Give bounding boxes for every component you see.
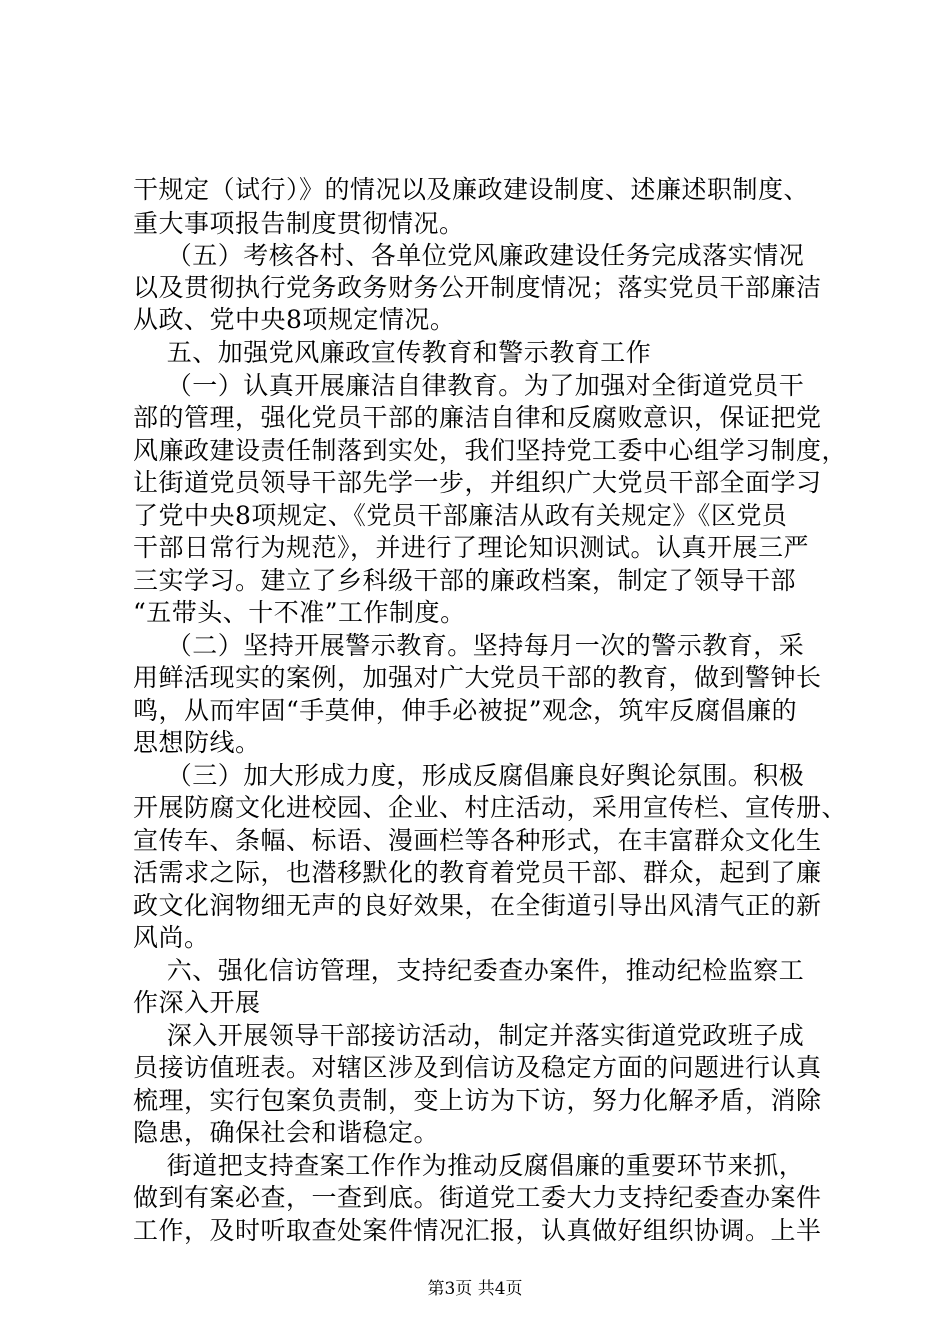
text-line: 用鲜活现实的案例，加强对广大党员干部的教育，做到警钟长 [133, 663, 822, 692]
text-line: 政文化润物细无声的良好效果，在全街道引导出风清气正的新 [133, 891, 822, 920]
text-line: “五带头、十不准”工作制度。 [133, 598, 466, 627]
text-line: 宣传车、条幅、标语、漫画栏等各种形式，在丰富群众文化生 [133, 826, 822, 855]
text-line: 员接访值班表。对辖区涉及到信访及稳定方面的问题进行认真 [133, 1053, 822, 1082]
text-line: 干部日常行为规范》，并进行了理论知识测试。认真开展三严 [133, 533, 810, 562]
text-line: 风廉政建设责任制落到实处，我们坚持党工委中心组学习制度， [133, 436, 848, 465]
text-line: 活需求之际，也潜移默化的教育着党员干部、群众，起到了廉 [133, 858, 822, 887]
text-line: 隐患，确保社会和谐稳定。 [133, 1118, 440, 1147]
text-line: 让街道党员领导干部先学一步，并组织广大党员干部全面学习 [133, 468, 822, 497]
text-line: 重大事项报告制度贯彻情况。 [133, 209, 465, 238]
text-line: （五）考核各村、各单位党风廉政建设任务完成落实情况 [133, 241, 805, 270]
text-line: 街道把支持查案工作作为推动反腐倡廉的重要环节来抓， [133, 1151, 805, 1180]
text-line: 深入开展领导干部接访活动，制定并落实街道党政班子成 [133, 1021, 805, 1050]
text-line: 梳理，实行包案负责制，变上访为下访，努力化解矛盾，消除 [133, 1086, 822, 1115]
section-heading: 五、加强党风廉政宣传教育和警示教育工作 [133, 338, 652, 367]
text-line: （二）坚持开展警示教育。坚持每月一次的警示教育，采 [133, 631, 805, 660]
text-line: 三实学习。建立了乡科级干部的廉政档案，制定了领导干部 [133, 566, 797, 595]
text-line: 鸣，从而牢固“手莫伸，伸手必被捉”观念，筑牢反腐倡廉的 [133, 696, 798, 725]
text-line: 工作，及时听取查处案件情况汇报，认真做好组织协调。上半 [133, 1216, 822, 1245]
text-line: （三）加大形成力度，形成反腐倡廉良好舆论氛围。积极 [133, 761, 805, 790]
text-line: 以及贯彻执行党务政务财务公开制度情况；落实党员干部廉洁 [133, 273, 822, 302]
section-heading: 作深入开展 [133, 988, 261, 1017]
text-line: 风尚。 [133, 923, 210, 952]
text-line: 部的管理，强化党员干部的廉洁自律和反腐败意识，保证把党 [133, 403, 822, 432]
text-line: 干规定（试行）》的情况以及廉政建设制度、述廉述职制度、 [133, 175, 810, 204]
text-line: 开展防腐文化进校园、企业、村庄活动，采用宣传栏、宣传册、 [133, 793, 848, 822]
page-footer: 第3页 共4页 [427, 1279, 523, 1299]
text-line: 了党中央8项规定、《党员干部廉洁从政有关规定》《区党员 [133, 501, 788, 530]
text-line: （一）认真开展廉洁自律教育。为了加强对全街道党员干 [133, 371, 805, 400]
text-line: 思想防线。 [133, 728, 261, 757]
text-line: 做到有案必查，一查到底。街道党工委大力支持纪委查办案件 [133, 1183, 822, 1212]
section-heading: 六、强化信访管理，支持纪委查办案件，推动纪检监察工 [133, 956, 805, 985]
text-line: 从政、党中央8项规定情况。 [133, 305, 456, 334]
